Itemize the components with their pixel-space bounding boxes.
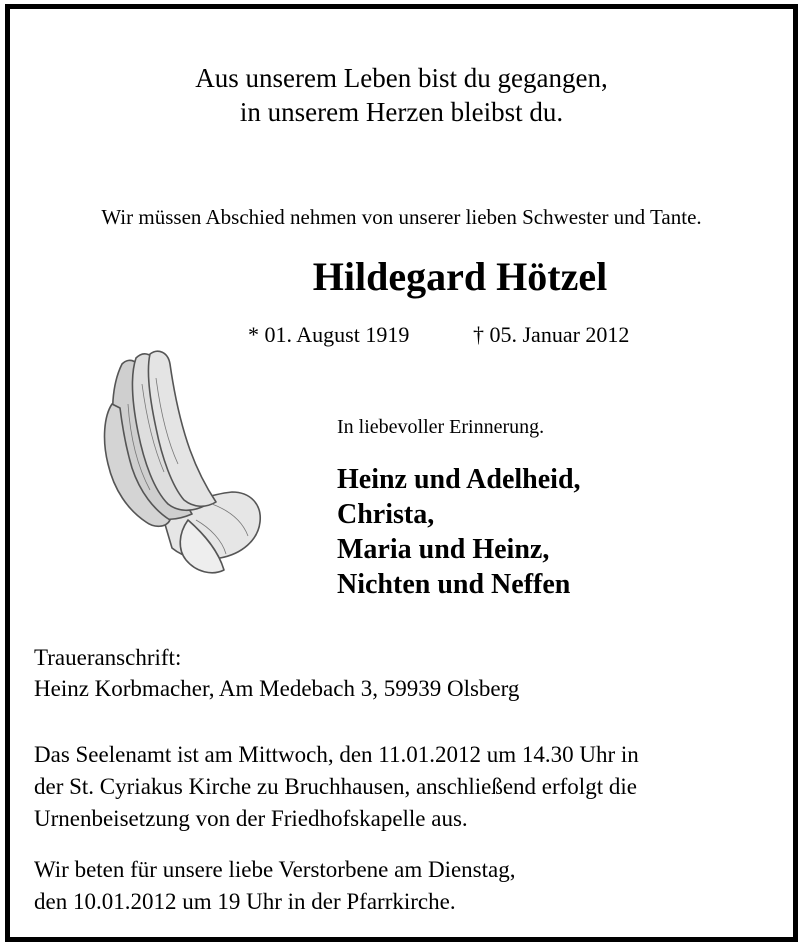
death-date: † 05. Januar 2012 (473, 322, 630, 347)
service-line: Urnenbeisetzung von der Friedhofskapelle aus. (34, 806, 468, 831)
service-line: der St. Cyriakus Kirche zu Bruchhausen, anschließend erfolgt die (34, 774, 637, 799)
family-line: Heinz und Adelheid, (337, 464, 581, 495)
poem-line-2: in unserem Herzen bleibst du. (239, 97, 564, 127)
memory-text: In liebevoller Erinnerung. (337, 416, 545, 438)
birth-date: * 01. August 1919 (248, 322, 410, 347)
prayer-line: den 10.01.2012 um 19 Uhr in der Pfarrkirche. (34, 889, 456, 914)
family-line: Christa, (337, 499, 435, 530)
service-line: Das Seelenamt ist am Mittwoch, den 11.01.2012 um 14.30 Uhr in (34, 742, 639, 767)
obituary-card (5, 4, 798, 942)
family-line: Nichten und Neffen (337, 569, 571, 600)
prayer-line: Wir beten für unsere liebe Verstorbene am Dienstag, (34, 857, 516, 882)
intro-text: Wir müssen Abschied nehmen von unserer lieben Schwester und Tante. (101, 205, 702, 229)
poem-line-1: Aus unserem Leben bist du gegangen, (195, 63, 608, 93)
address-label: Traueranschrift: (34, 645, 182, 670)
deceased-name: Hildegard Hötzel (312, 254, 608, 299)
praying-hands-icon (92, 344, 267, 589)
address-line: Heinz Korbmacher, Am Medebach 3, 59939 Olsberg (34, 676, 520, 701)
family-line: Maria und Heinz, (337, 534, 550, 565)
